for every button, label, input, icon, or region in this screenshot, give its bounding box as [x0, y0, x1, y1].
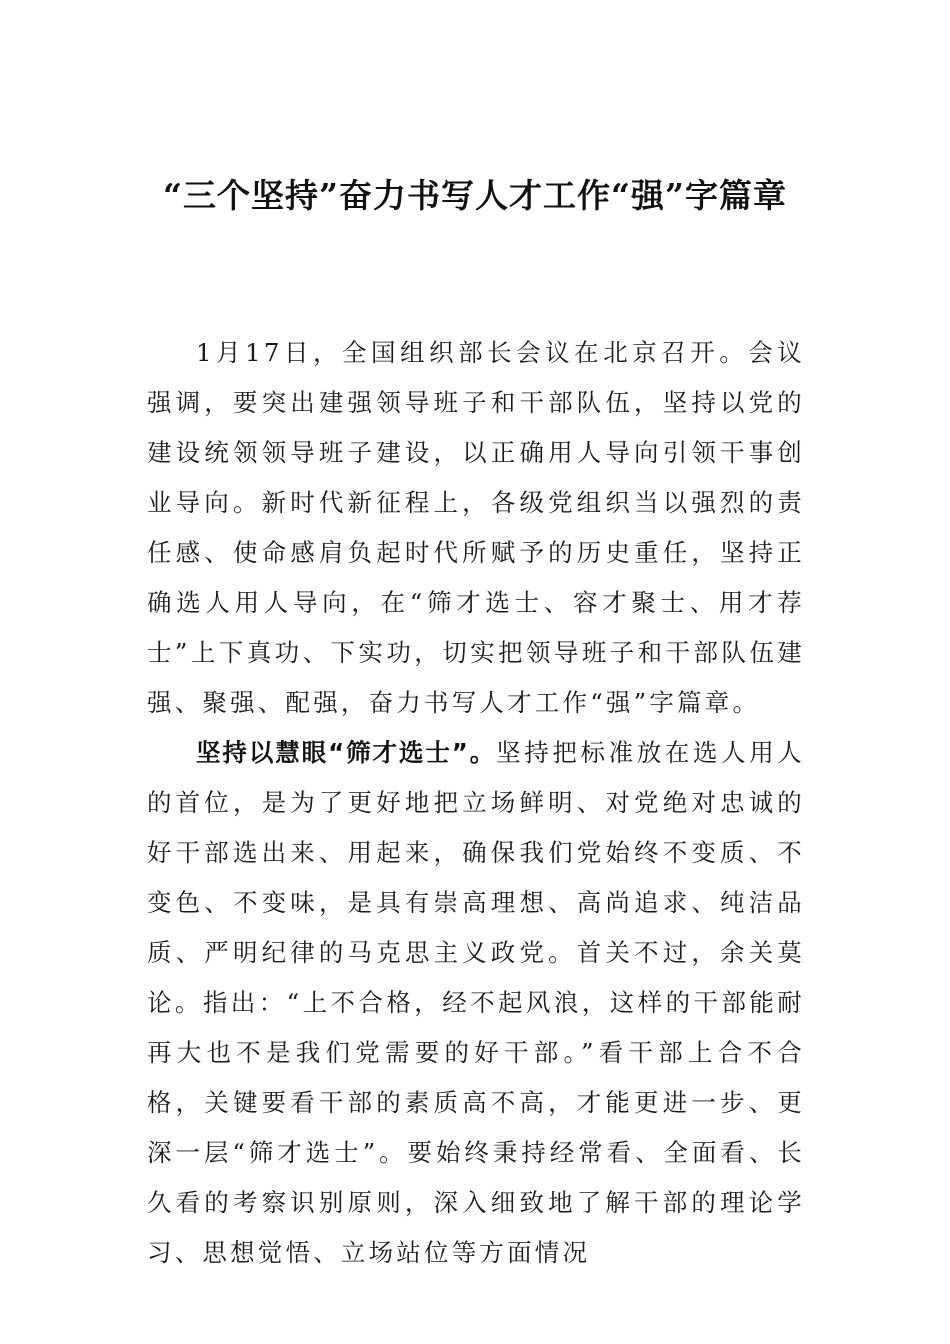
- paragraph-2-heading: 坚持以慧眼“筛才选士”。: [196, 738, 497, 767]
- paragraph-2-text: 坚持把标准放在选人用人的首位，是为了更好地把立场鲜明、对党绝对忠诚的好干部选出来、用起来，确保我们党始终不变质、不变色、不变味，是具有崇高理想、高尚追求、纯洁品质、严明纪律的马克思主义政党。首关不过，余关莫论。指出：“上不合格，经不起风浪，这样的干部能耐再大也不是我们党需要的好干部。”看干部上合不合格，关键要看干部的素质高不高，才能更进一步、更深一层“筛才选士”。要始终秉持经常看、全面看、长久看的考察识别原则，深入细致地了解干部的理论学习、思想觉悟、立场站位等方面情况: [147, 738, 806, 1267]
- document-title: “三个坚持”奋力书写人才工作“强”字篇章: [163, 176, 787, 215]
- paragraph-2: [147, 728, 805, 1278]
- document-body: [147, 328, 805, 1278]
- paragraph-1-text: 1月17日，全国组织部长会议在北京召开。会议强调，要突出建强领导班子和干部队伍，坚持以党的建设统领领导班子建设，以正确用人导向引领干事创业导向。新时代新征程上，各级党组织当以强烈的责任感、使命感肩负起时代所赋予的历史重任，坚持正确选人用人导向，在“筛才选士、容才聚士、用才荐士”上下真功、下实功，切实把领导班子和干部队伍建强、聚强、配强，奋力书写人才工作“强”字篇章。: [147, 338, 805, 717]
- paragraph-1: [147, 328, 805, 728]
